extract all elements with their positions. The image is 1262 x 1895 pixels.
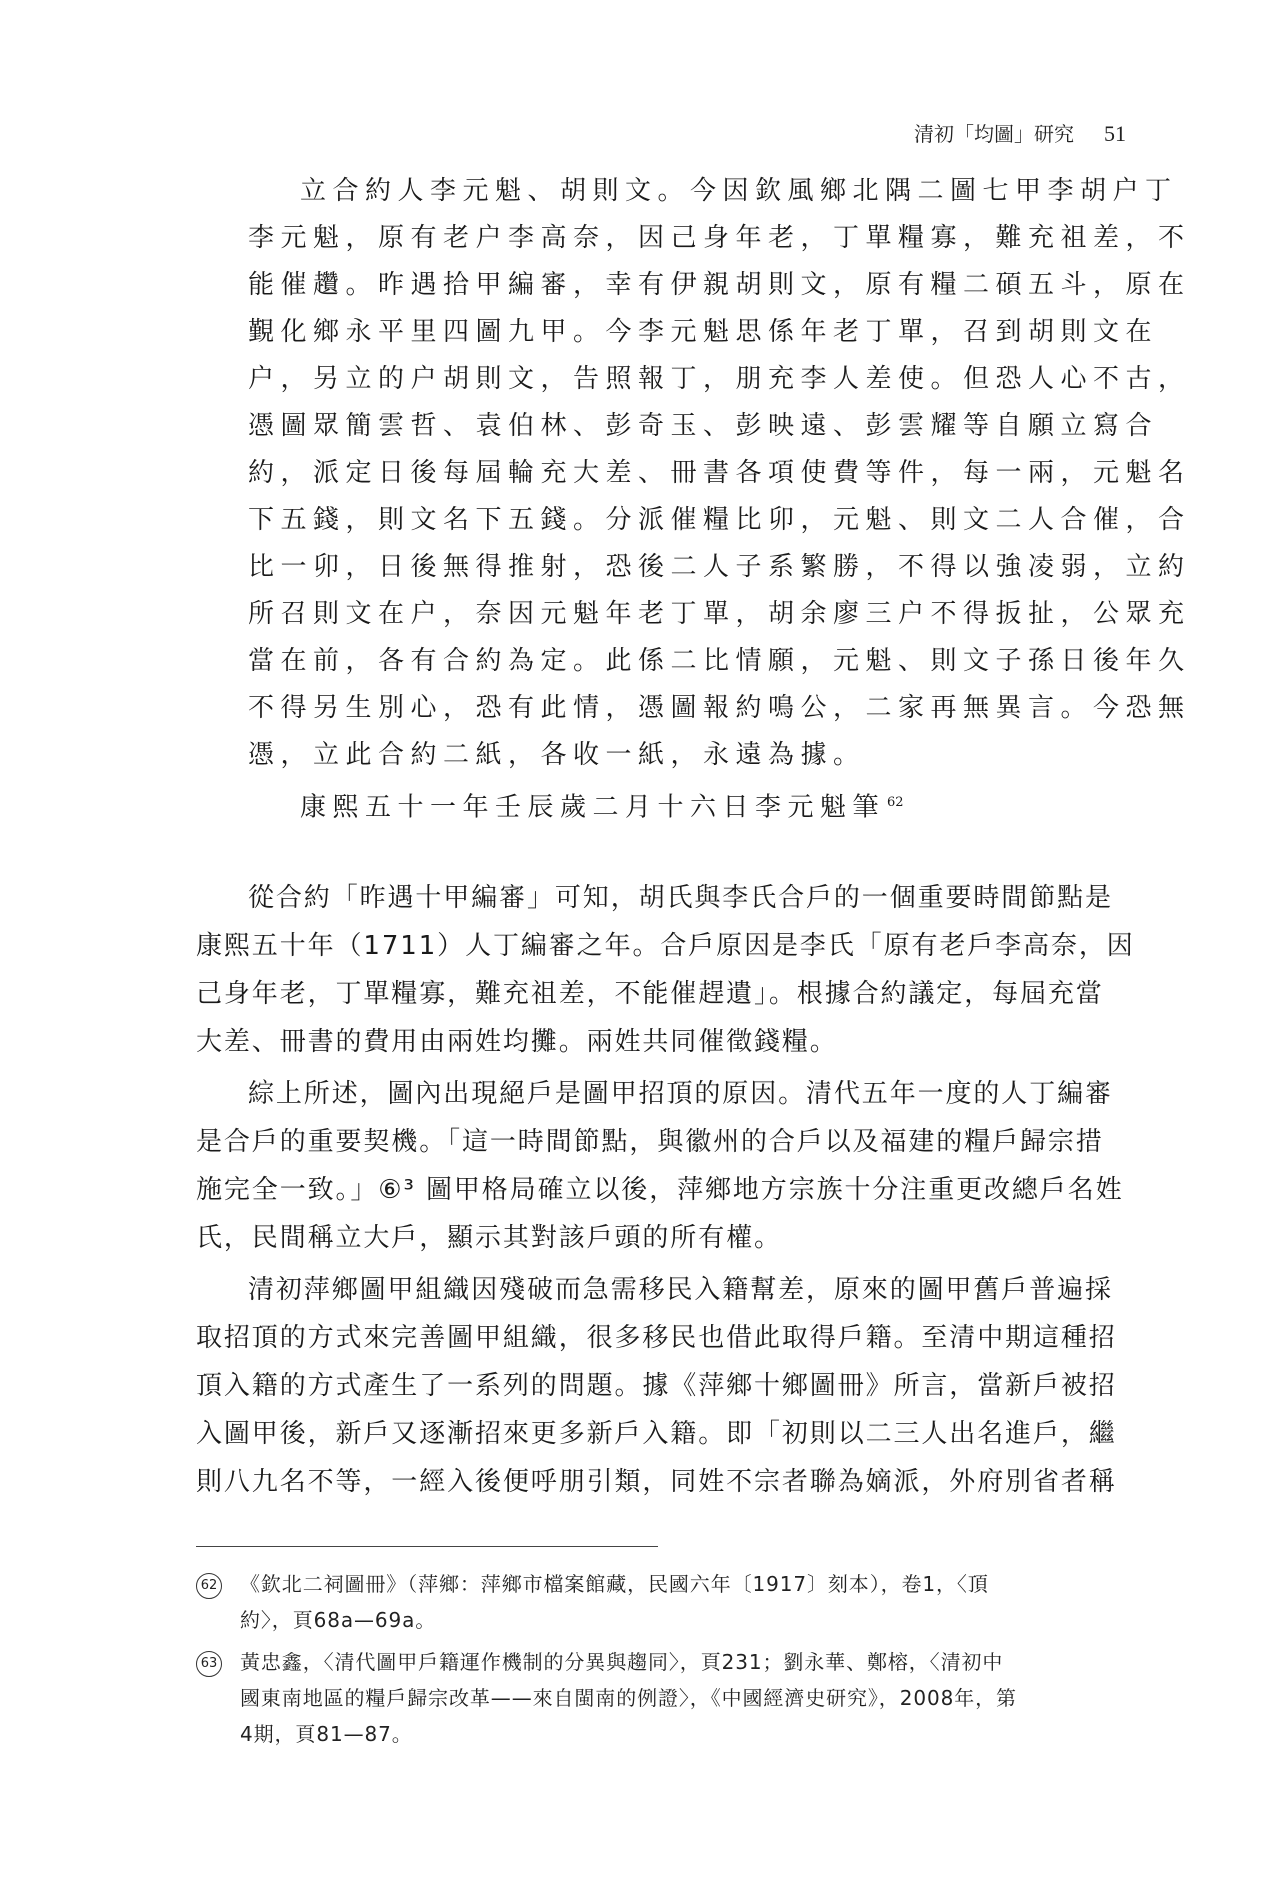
footnote-63	[196, 1644, 1121, 1752]
block-quote-contract	[248, 168, 1191, 832]
footnotes	[196, 1566, 1121, 1758]
text-line: 頂入籍的方式產生了一系列的問題。據《萍鄉十鄉圖冊》所言，當新戶被招	[196, 1371, 1117, 1401]
text-line: 則八九名不等，一經入後便呼朋引類，同姓不宗者聯為嫡派，外府別省者稱	[196, 1467, 1117, 1497]
footnote-line: 4期，頁81—87。	[240, 1722, 413, 1746]
quote-line: 立合約人李元魁、胡則文。今因欽風鄉北隅二圖七甲李胡户丁	[300, 176, 1178, 206]
footnote-ref-62[interactable]: 62	[887, 795, 904, 810]
main-text	[196, 874, 1135, 1510]
text-line: 是合戶的重要契機。「這一時間節點，與徽州的合戶以及福建的糧戶歸宗措	[196, 1127, 1104, 1157]
quote-line: 當在前，各有合約為定。此係二比情願，元魁、則文子孫日後年久	[248, 646, 1191, 676]
footnote-line: 《欽北二祠圖冊》（萍鄉：萍鄉市檔案館藏，民國六年〔1917〕刻本），卷1，〈頂	[240, 1572, 989, 1596]
quote-date-text: 康熙五十一年壬辰歲二月十六日李元魁筆	[300, 792, 886, 823]
running-header	[914, 118, 1126, 147]
text-line: 從合約「昨遇十甲編審」可知，胡氏與李氏合戶的一個重要時間節點是	[248, 883, 1113, 913]
page-number: 51	[1104, 121, 1126, 146]
quote-line: 能催趲。昨遇拾甲編審，幸有伊親胡則文，原有糧二碩五斗，原在	[248, 270, 1191, 300]
footnote-mark	[196, 1566, 222, 1602]
quote-line: 憑，立此合約二紙，各收一紙，永遠為據。	[248, 740, 866, 770]
quote-line: 不得另生別心，恐有此情，憑圖報約鳴公，二家再無異言。今恐無	[248, 693, 1191, 723]
text-line: 己身年老，丁單糧寡，難充祖差，不能催趕遺」。根據合約議定，每屆充當	[196, 979, 1104, 1009]
footnote-line: 約〉，頁68a—69a。	[240, 1608, 437, 1632]
quote-line: 約，派定日後每屆輪充大差、冊書各項使費等件，每一兩，元魁名	[248, 458, 1191, 488]
quote-line: 憑圖眾簡雲哲、袁伯林、彭奇玉、彭映遠、彭雲耀等自願立寫合	[248, 411, 1159, 441]
text-line: 大差、冊書的費用由兩姓均攤。兩姓共同催徵錢糧。	[196, 1027, 838, 1057]
quote-line: 下五錢，則文名下五錢。分派催糧比卯，元魁、則文二人合催，合	[248, 505, 1191, 535]
text-line: 康熙五十年（1711）人丁編審之年。合戶原因是李氏「原有老戶李高奈，因	[196, 931, 1135, 961]
quote-date-line	[248, 779, 1058, 832]
quote-line: 比一卯，日後無得推射，恐後二人子系繁勝，不得以強凌弱，立約	[248, 552, 1191, 582]
text-line: 綜上所述，圖內出現絕戶是圖甲招頂的原因。清代五年一度的人丁編審	[248, 1079, 1113, 1109]
text-line: 施完全一致。」⑥³ 圖甲格局確立以後，萍鄉地方宗族十分注重更改總戶名姓	[196, 1175, 1124, 1205]
quote-line: 李元魁，原有老户李高奈，因己身年老，丁單糧寡，難充祖差，不	[248, 223, 1191, 253]
footnote-divider	[196, 1546, 658, 1547]
footnote-number: 62	[196, 1573, 222, 1599]
text-line: 取招頂的方式來完善圖甲組織，很多移民也借此取得戶籍。至清中期這種招	[196, 1323, 1117, 1353]
quote-line: 户，另立的户胡則文，告照報丁，朋充李人差使。但恐人心不古，	[248, 364, 1191, 394]
paragraph	[196, 1266, 1116, 1506]
footnote-line: 黃忠鑫，〈清代圖甲戶籍運作機制的分異與趨同〉，頁231；劉永華、鄭榕，〈清初中	[240, 1650, 1004, 1674]
paragraph	[196, 1070, 1124, 1262]
text-line: 入圖甲後，新戶又逐漸招來更多新戶入籍。即「初則以二三人出名進戶，繼	[196, 1419, 1117, 1449]
footnote-mark	[196, 1644, 222, 1680]
footnote-line: 國東南地區的糧戶歸宗改革——來自閩南的例證〉，《中國經濟史研究》，2008年，第	[240, 1686, 1017, 1710]
paragraph	[196, 874, 1135, 1066]
quote-line: 所召則文在户，奈因元魁年老丁單，胡余廖三户不得扳扯，公眾充	[248, 599, 1191, 629]
footnote-62	[196, 1566, 1121, 1638]
footnote-number: 63	[196, 1651, 222, 1677]
quote-line: 覲化鄉永平里四圖九甲。今李元魁思係年老丁單，召到胡則文在	[248, 317, 1159, 347]
text-line: 清初萍鄉圖甲組織因殘破而急需移民入籍幫差，原來的圖甲舊戶普遍採	[248, 1275, 1113, 1305]
text-line: 氏，民間稱立大戶，顯示其對該戶頭的所有權。	[196, 1223, 782, 1253]
running-title: 清初「均圖」研究	[914, 122, 1074, 146]
